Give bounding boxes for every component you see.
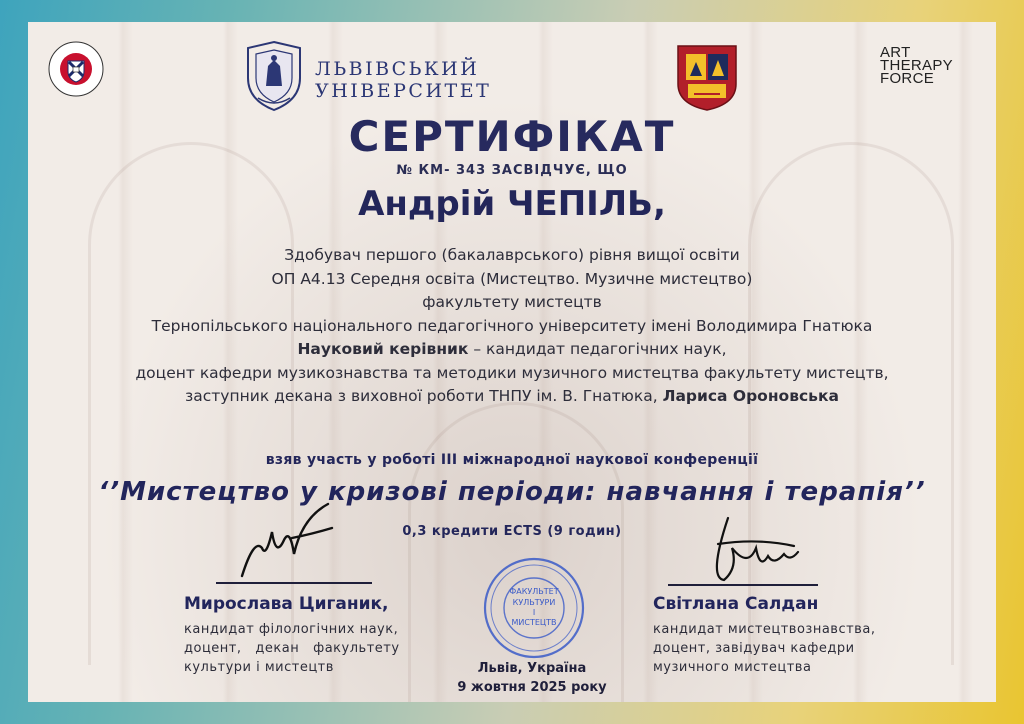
ternopil-university-logo — [674, 40, 740, 112]
faculty-stamp — [482, 556, 586, 660]
signature-right — [698, 508, 818, 588]
signatory-desc-right — [653, 620, 875, 677]
signature-line-right — [668, 584, 818, 586]
edinburgh-logo — [48, 41, 104, 97]
body-line: Здобувач першого (бакалаврського) рівня вищої освіти — [284, 246, 740, 264]
signatory-desc-line: культури і мистецтв — [184, 660, 334, 675]
participation-text: взяв участь у роботі ІІІ міжнародної наукової конференції — [265, 452, 759, 468]
certificate-body — [0, 244, 1024, 409]
recipient-name: Андрій ЧЕПІЛЬ, — [358, 184, 666, 224]
stamp-center-text: КУЛЬТУРИ — [512, 598, 556, 607]
signatory-desc-line: доцент, завідувач кафедри — [653, 641, 855, 656]
signature-line-left — [216, 582, 372, 584]
lviv-line2: УНІВЕРСИТЕТ — [315, 80, 492, 102]
stamp-center-text: І — [532, 608, 536, 617]
body-line: ОП А4.13 Середня освіта (Мистецтво. Музичне мистецтво) — [271, 269, 753, 288]
body-line: доцент кафедри музикознавства та методики музичного мистецтва факультету мистецтв, — [135, 363, 889, 382]
signatory-name-right: Світлана Салдан — [653, 594, 819, 614]
credits-text: 0,3 кредити ECTS (9 годин) — [402, 524, 622, 539]
footer-place: Львів, Україна — [477, 661, 587, 676]
stamp-center-text: МИСТЕЦТВ — [511, 618, 557, 627]
certificate-title: СЕРТИФІКАТ — [348, 112, 676, 161]
supervisor-label: Науковий керівник — [297, 340, 469, 358]
signatory-desc-line: кандидат філологічних наук, — [184, 622, 399, 637]
signatory-desc-line: кандидат мистецтвознавства, — [653, 622, 876, 637]
signature-left — [232, 498, 342, 584]
art-therapy-force-logo — [880, 46, 953, 85]
body-line-supervisor — [0, 338, 1024, 362]
body-line: Тернопільського національного педагогічного університету імені Володимира Гнатюка — [151, 316, 873, 335]
body-line-supervisor-name — [0, 385, 1024, 409]
signatory-desc-line: музичного мистецтва — [653, 660, 812, 675]
supervisor-name: Лариса Ороновська — [662, 387, 839, 405]
supervisor-degree: – кандидат педагогічних наук, — [468, 340, 727, 358]
signatory-name-left: Мирослава Циганик, — [184, 594, 389, 614]
signatory-desc-left — [184, 620, 400, 677]
signatory-desc-line: доцент, декан факультету — [184, 641, 400, 656]
certificate-number: № КМ- 343 ЗАСВІДЧУЄ, ЩО — [396, 163, 628, 178]
conference-title: ‘’Мистецтво у кризові періоди: навчання і терапія’’ — [98, 477, 926, 507]
footer-date: 9 жовтня 2025 року — [457, 680, 607, 695]
lviv-university-logo — [244, 40, 304, 112]
stamp-center-text: ФАКУЛЬТЕТ — [509, 587, 559, 596]
lviv-line1: ЛЬВІВСЬКИЙ — [315, 58, 480, 80]
body-line: факультету мистецтв — [422, 293, 602, 311]
supervisor-position: заступник декана з виховної роботи ТНПУ ім. В. Гнатюка, — [185, 387, 663, 405]
art-line2: THERAPY — [880, 57, 953, 74]
art-line1: ART — [880, 44, 911, 61]
art-line3: FORCE — [880, 70, 934, 87]
lviv-university-wordmark — [315, 58, 491, 102]
